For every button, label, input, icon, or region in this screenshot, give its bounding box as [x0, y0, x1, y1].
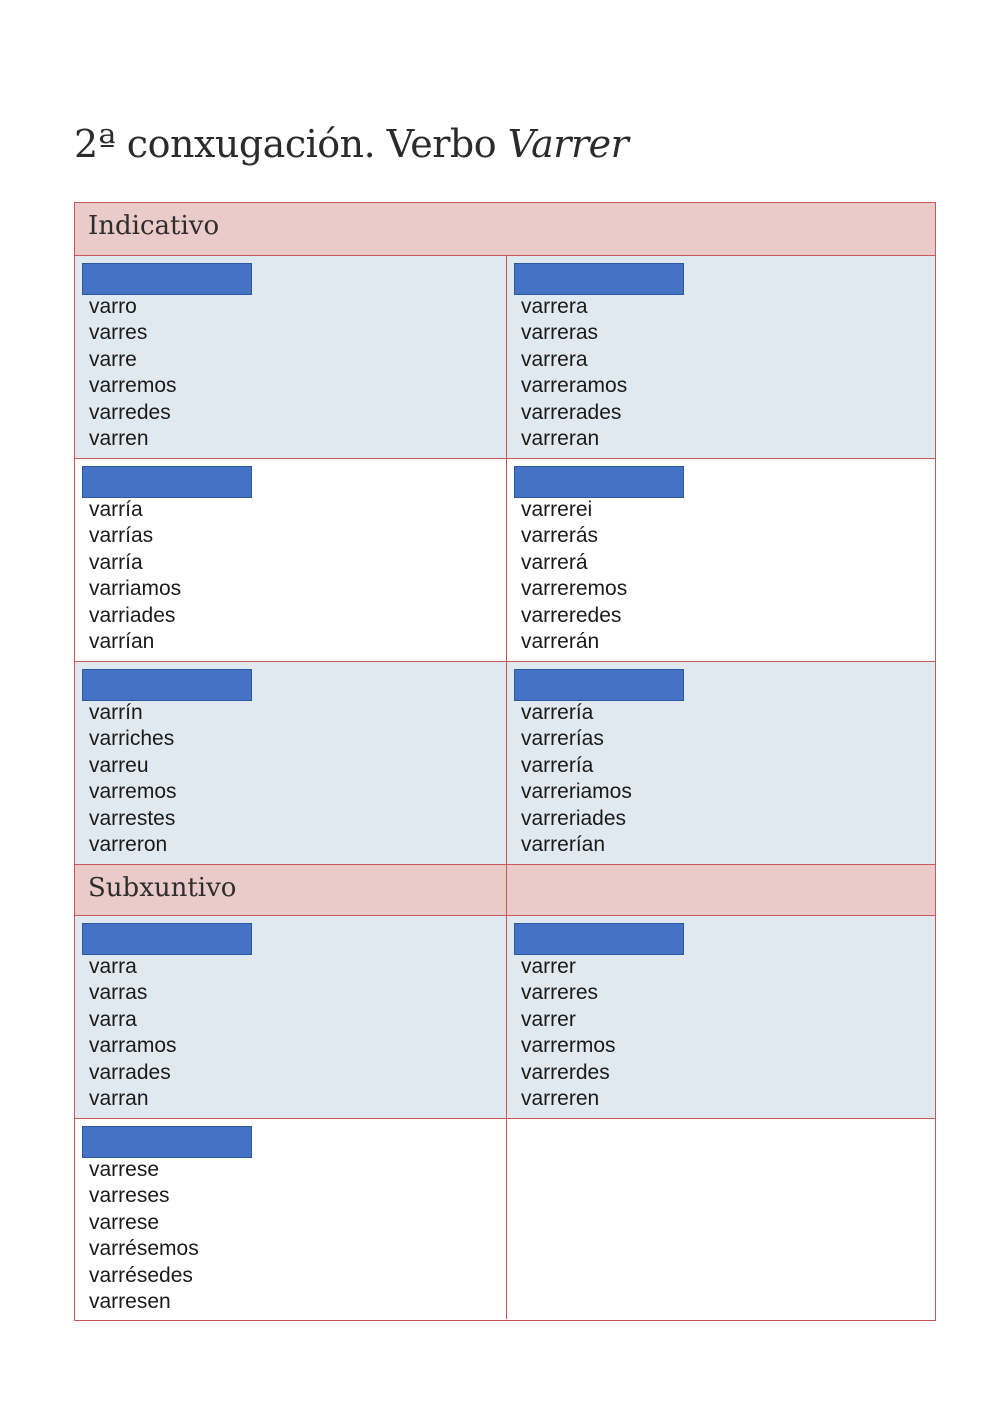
section-header-indicativo — [75, 203, 935, 255]
verb-form: varreron — [89, 832, 168, 856]
tense-cell — [75, 662, 506, 864]
verb-form: varren — [89, 426, 149, 450]
verb-form: varriamos — [89, 577, 182, 601]
tense-name-slot[interactable] — [514, 263, 684, 295]
tense-name-slot[interactable] — [514, 669, 684, 701]
verb-form: varra — [89, 1007, 137, 1031]
tense-name-slot[interactable] — [82, 669, 252, 701]
verb-form: varrese — [89, 1210, 160, 1234]
table-row — [75, 458, 935, 661]
verb-form: varrerán — [521, 629, 600, 653]
tense-cell — [506, 256, 935, 458]
verb-forms — [89, 497, 181, 655]
table-row — [75, 661, 935, 864]
verb-form: varrermos — [521, 1034, 616, 1058]
tense-cell — [506, 916, 935, 1118]
verb-forms — [521, 954, 616, 1112]
empty-cell — [506, 1119, 935, 1319]
verb-forms — [521, 294, 627, 452]
verb-form: varrerá — [521, 550, 588, 574]
title-verb: Varrer — [507, 122, 629, 166]
tense-name-slot[interactable] — [82, 1126, 252, 1158]
verb-form: varrer — [521, 1007, 576, 1031]
verb-forms — [521, 497, 627, 655]
verb-form: varreremos — [521, 577, 628, 601]
verb-form: varreramos — [521, 374, 628, 398]
verb-form: varrerdes — [521, 1060, 610, 1084]
verb-form: varrera — [521, 347, 588, 371]
verb-form: varreu — [89, 753, 149, 777]
verb-form: varrades — [89, 1060, 171, 1084]
verb-forms — [89, 294, 177, 452]
table-row — [75, 1118, 935, 1319]
page-title — [74, 122, 628, 166]
verb-form: varresen — [89, 1289, 171, 1313]
verb-form: varrésemos — [89, 1237, 199, 1261]
verb-form: varrías — [89, 524, 154, 548]
verb-form: varreriamos — [521, 780, 632, 804]
section-label-subxuntivo: Subxuntivo — [88, 873, 237, 903]
tense-name-slot[interactable] — [82, 263, 252, 295]
section-divider — [506, 865, 507, 915]
verb-form: varrería — [521, 701, 594, 724]
verb-form: varriades — [89, 603, 176, 627]
verb-form: varrerían — [521, 832, 606, 856]
section-label-indicativo: Indicativo — [88, 211, 220, 241]
verb-forms — [89, 1157, 199, 1315]
verb-form: varría — [89, 550, 143, 574]
verb-form: varrería — [521, 753, 594, 777]
verb-form: varreredes — [521, 603, 622, 627]
tense-name-slot[interactable] — [82, 923, 252, 955]
verb-form: varrer — [521, 955, 576, 978]
tense-cell — [506, 459, 935, 661]
verb-form: varran — [89, 1086, 149, 1110]
verb-form: varra — [89, 955, 137, 978]
verb-form: varreses — [89, 1184, 170, 1208]
verb-form: varremos — [89, 780, 177, 804]
tense-name-slot[interactable] — [82, 466, 252, 498]
tense-name-slot[interactable] — [514, 466, 684, 498]
verb-form: varreren — [521, 1086, 600, 1110]
verb-form: varrían — [89, 629, 155, 653]
verb-form: varriches — [89, 727, 175, 751]
section-header-subxuntivo — [75, 864, 935, 915]
verb-form: varreran — [521, 426, 600, 450]
verb-form: varrerás — [521, 524, 599, 548]
table-row — [75, 915, 935, 1118]
verb-form: varrese — [89, 1158, 160, 1181]
verb-form: varres — [89, 321, 148, 345]
verb-form: varreras — [521, 321, 599, 345]
verb-form: varramos — [89, 1034, 177, 1058]
tense-cell — [75, 459, 506, 661]
verb-form: varremos — [89, 374, 177, 398]
verb-form: varrín — [89, 701, 143, 724]
conjugation-table — [74, 202, 936, 1321]
verb-form: varría — [89, 498, 143, 521]
verb-form: varre — [89, 347, 137, 371]
verb-form: varras — [89, 981, 148, 1005]
tense-cell — [75, 256, 506, 458]
verb-form: varro — [89, 295, 137, 318]
tense-cell — [506, 662, 935, 864]
tense-name-slot[interactable] — [514, 923, 684, 955]
title-prefix: 2ª conxugación. Verbo — [74, 122, 508, 166]
verb-forms — [89, 700, 177, 858]
verb-form: varrerei — [521, 498, 593, 521]
verb-form: varrerades — [521, 400, 622, 424]
tense-cell — [75, 1119, 506, 1319]
verb-forms — [89, 954, 177, 1112]
verb-form: varredes — [89, 400, 171, 424]
verb-form: varrerías — [521, 727, 604, 751]
verb-form: varrestes — [89, 806, 176, 830]
verb-form: varreriades — [521, 806, 627, 830]
verb-form: varrera — [521, 295, 588, 318]
tense-cell — [75, 916, 506, 1118]
verb-form: varrésedes — [89, 1263, 193, 1287]
table-row — [75, 255, 935, 458]
verb-forms — [521, 700, 632, 858]
verb-form: varreres — [521, 981, 599, 1005]
